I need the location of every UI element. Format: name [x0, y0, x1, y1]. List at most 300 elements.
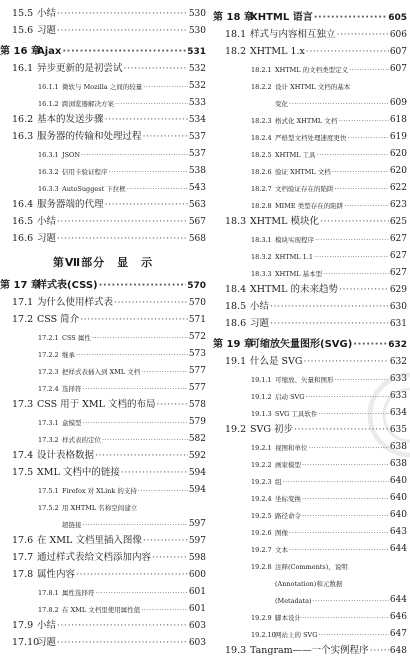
- entry-page-number: 579: [188, 417, 206, 427]
- entry-title: CSS 属性: [62, 334, 91, 342]
- subsection-entry: [0, 597, 206, 614]
- entry-page-number: 537: [188, 149, 206, 159]
- subsection-entry: [0, 427, 206, 444]
- entry-title: SVG 初步: [250, 424, 293, 435]
- entry-page-number: 638: [389, 459, 407, 469]
- part-heading-text: 第Ⅶ部分: [52, 256, 106, 269]
- entry-number: 18.2.8: [251, 202, 272, 210]
- entry-title: 属性内容: [37, 569, 76, 580]
- dot-leader: [339, 284, 389, 295]
- entry-number: 19.1.2: [251, 393, 272, 401]
- section-entry: [0, 614, 206, 631]
- entry-page-number: 607: [389, 64, 407, 74]
- dot-leader: [57, 8, 188, 19]
- entry-title: 习题: [37, 233, 57, 244]
- chapter-entry: [0, 36, 206, 57]
- entry-title: 小结: [37, 620, 57, 631]
- dot-leader: [121, 467, 188, 478]
- entry-title: CSS 简介: [37, 314, 80, 325]
- entry-title: 模块实现程序: [275, 236, 314, 244]
- entry-title: 小结: [37, 8, 57, 19]
- entry-page-number: 635: [389, 425, 407, 435]
- dot-leader: [289, 546, 389, 554]
- dot-leader: [143, 131, 188, 142]
- entry-number: 16.3.2: [38, 168, 59, 176]
- dot-leader: [80, 314, 188, 325]
- subsection-entry: [0, 580, 206, 597]
- entry-number: 17.10: [12, 637, 40, 648]
- entry-page-number: 592: [188, 451, 206, 461]
- section-entry: [0, 631, 206, 648]
- entry-title: 样式表的定位: [62, 436, 101, 444]
- dot-leader: [141, 368, 188, 376]
- subsection-entry: [0, 176, 206, 193]
- entry-title: Tangram——一个实例程序: [250, 645, 369, 656]
- section-entry: [0, 57, 206, 74]
- subsection-entry: [213, 176, 407, 193]
- entry-page-number: 532: [188, 81, 206, 91]
- subsection-entry: [213, 605, 407, 622]
- entry-title: 微软与 Mozilla 之间的较量: [62, 83, 143, 91]
- dot-leader: [318, 631, 388, 639]
- entry-page-number: 640: [389, 493, 407, 503]
- subsection-entry: [213, 469, 407, 486]
- entry-title: 网站上的 SVG: [275, 631, 318, 639]
- dot-leader: [315, 236, 389, 244]
- dot-leader: [143, 535, 188, 546]
- entry-page-number: 531: [187, 47, 206, 57]
- chapter-entry: [213, 2, 407, 23]
- entry-title: XHTML 1.1: [275, 253, 314, 261]
- section-entry: [0, 193, 206, 210]
- entry-page-number: 572: [188, 332, 206, 342]
- entry-page-number: 578: [188, 400, 206, 410]
- chapter-entry: [0, 270, 206, 291]
- subsection-entry: [0, 495, 206, 512]
- entry-continuation: [213, 571, 407, 588]
- entry-number: 17.3.2: [38, 436, 59, 444]
- subsection-entry: [213, 622, 407, 639]
- entry-number: 17.3.1: [38, 419, 59, 427]
- entry-title: 在 XML 文档里使用属性值: [62, 606, 141, 614]
- entry-title: 小结: [37, 216, 57, 227]
- entry-number: 19.3: [225, 645, 247, 656]
- entry-page-number: 634: [389, 408, 407, 418]
- entry-page-number: 603: [188, 621, 206, 631]
- entry-number: 19.2.4: [251, 495, 272, 503]
- dot-leader: [127, 185, 188, 193]
- dot-leader: [81, 151, 188, 159]
- dot-leader: [115, 100, 188, 108]
- entry-number: 19.1.1: [251, 376, 272, 384]
- entry-title: 选择符: [62, 385, 82, 393]
- entry-number: 16.4: [12, 199, 34, 210]
- section-entry: [0, 19, 206, 36]
- entry-page-number: 530: [188, 26, 206, 36]
- toc-right-column: [213, 2, 407, 656]
- entry-page-number: 640: [389, 476, 407, 486]
- entry-page-number: 600: [188, 570, 206, 580]
- entry-number: 16.1.2: [38, 100, 59, 108]
- entry-title: 脚本设计: [275, 614, 301, 622]
- entry-number: 19.2.6: [251, 529, 272, 537]
- entry-number: 第 17 章: [0, 280, 41, 291]
- subsection-entry: [0, 142, 206, 159]
- dot-leader: [302, 614, 389, 622]
- entry-page-number: 619: [389, 132, 407, 142]
- subsection-entry: [213, 520, 407, 537]
- entry-number: 17.7: [12, 552, 34, 563]
- entry-title: 验证 XHTML 文档: [275, 168, 331, 176]
- entry-number: 19.2.2: [251, 461, 272, 469]
- dot-leader: [302, 512, 389, 520]
- entry-page-number: 644: [389, 595, 407, 605]
- entry-number: 18.6: [225, 318, 247, 329]
- dot-leader: [102, 436, 188, 444]
- entry-page-number: 638: [389, 442, 407, 452]
- entry-page-number: 633: [389, 391, 407, 401]
- section-entry: [0, 308, 206, 325]
- entry-title: 小结: [250, 301, 270, 312]
- dot-leader: [320, 216, 389, 227]
- entry-title: 文本: [275, 546, 288, 554]
- subsection-entry: [213, 244, 407, 261]
- entry-title: JSON: [62, 151, 81, 159]
- entry-page-number: 644: [389, 544, 407, 554]
- entry-page-number: 605: [388, 13, 407, 23]
- entry-number: 16.1.1: [38, 83, 59, 91]
- entry-page-number: 648: [389, 646, 407, 656]
- entry-title: XHTML 1.x: [250, 46, 305, 57]
- entry-number: 18.5: [225, 301, 247, 312]
- entry-title: XHTML 的未来趋势: [250, 284, 338, 295]
- dot-leader: [83, 521, 188, 529]
- entry-number: 18.3.3: [251, 270, 272, 278]
- section-entry: [0, 210, 206, 227]
- entry-title: 画家模型: [275, 461, 301, 469]
- entry-page-number: 532: [188, 64, 206, 74]
- entry-title: 变化: [275, 100, 288, 108]
- entry-page-number: 643: [389, 527, 407, 537]
- entry-title: 用 XHTML 名称空间建立: [62, 504, 138, 512]
- entry-title: 在 XML 文档里插入图像: [37, 535, 142, 546]
- entry-number: 17.3: [12, 399, 34, 410]
- entry-title: 路径命令: [275, 512, 301, 520]
- entry-title: MIME 类型存在的陷阱: [275, 202, 344, 210]
- entry-number: 17.2.2: [38, 351, 59, 359]
- entry-number: 17.2: [12, 314, 34, 325]
- part-heading-text: 显: [117, 256, 130, 269]
- part-heading: [0, 244, 206, 270]
- dot-leader: [353, 339, 387, 350]
- chapter-entry: [213, 329, 407, 350]
- entry-page-number: 570: [187, 281, 206, 291]
- entry-page-number: 627: [389, 268, 407, 278]
- entry-page-number: 632: [389, 357, 407, 367]
- entry-page-number: 627: [389, 234, 407, 244]
- entry-number: 16.3.1: [38, 151, 59, 159]
- dot-leader: [76, 569, 188, 580]
- entry-number: 16.3: [12, 131, 34, 142]
- entry-page-number: 633: [389, 374, 407, 384]
- entry-number: 16.5: [12, 216, 34, 227]
- entry-page-number: 577: [188, 383, 206, 393]
- entry-number: 17.4: [12, 450, 34, 461]
- entry-number: 18.2.3: [251, 117, 272, 125]
- subsection-entry: [213, 142, 407, 159]
- entry-title: 属性选择符: [62, 589, 95, 597]
- entry-page-number: 620: [389, 149, 407, 159]
- entry-page-number: 607: [389, 47, 407, 57]
- entry-number: 19.2.7: [251, 546, 272, 554]
- dot-leader: [283, 478, 389, 486]
- dot-leader: [314, 12, 387, 23]
- entry-page-number: 573: [188, 349, 206, 359]
- dot-leader: [270, 301, 389, 312]
- entry-title: 信用卡验证程序: [62, 168, 108, 176]
- entry-page-number: 606: [389, 30, 407, 40]
- entry-title: XHTML 基本型: [275, 270, 323, 278]
- dot-leader: [57, 620, 188, 631]
- entry-title: 通过样式表给文档添加内容: [37, 552, 152, 563]
- subsection-entry: [213, 74, 407, 91]
- subsection-entry: [213, 57, 407, 74]
- entry-title: 严格型文档处理速度更快: [275, 134, 347, 142]
- dot-leader: [141, 606, 188, 614]
- subsection-entry: [213, 537, 407, 554]
- entry-title: 图像: [275, 529, 288, 537]
- entry-number: 19.2.5: [251, 512, 272, 520]
- entry-title: (Metadata): [275, 597, 312, 605]
- entry-number: 第 18 章: [213, 12, 254, 23]
- dot-leader: [114, 297, 188, 308]
- entry-title: XHTML 的文档类型定义: [275, 66, 349, 74]
- dot-leader: [57, 216, 188, 227]
- entry-number: 15.6: [12, 25, 34, 36]
- entry-number: 17.5.2: [38, 504, 59, 512]
- entry-title: 设计表格数据: [37, 450, 95, 461]
- entry-title: 什么是 SVG: [250, 356, 303, 367]
- entry-number: 19.2.1: [251, 444, 272, 452]
- entry-page-number: 625: [389, 217, 407, 227]
- entry-number: 18.4: [225, 284, 247, 295]
- entry-number: 19.2.10: [251, 631, 276, 639]
- entry-page-number: 629: [389, 285, 407, 295]
- entry-page-number: 618: [389, 115, 407, 125]
- entry-title: 基本的发送步骤: [37, 114, 104, 125]
- entry-number: 16.1: [12, 63, 34, 74]
- subsection-entry: [0, 376, 206, 393]
- entry-page-number: 594: [188, 468, 206, 478]
- entry-title: 注释(Comments)、说明: [275, 563, 348, 571]
- subsection-entry: [213, 503, 407, 520]
- entry-number: 17.5.1: [38, 487, 59, 495]
- entry-continuation: [213, 91, 407, 108]
- dot-leader: [306, 46, 389, 57]
- entry-title: 服务器的传输和处理过程: [37, 131, 142, 142]
- dot-leader: [152, 552, 188, 563]
- entry-title: 习题: [37, 25, 57, 36]
- subsection-entry: [213, 193, 407, 210]
- section-entry: [0, 2, 206, 19]
- entry-page-number: 601: [188, 587, 206, 597]
- subsection-entry: [0, 478, 206, 495]
- entry-number: 18.2.1: [251, 66, 272, 74]
- entry-number: 19.2: [225, 424, 247, 435]
- entry-number: 第 16 章: [0, 46, 41, 57]
- entry-title: Firefox 对 XLink 的支持: [62, 487, 137, 495]
- entry-number: 17.2.4: [38, 385, 59, 393]
- entry-title: 坐标变换: [275, 495, 301, 503]
- section-entry: [0, 461, 206, 478]
- entry-page-number: 530: [188, 9, 206, 19]
- entry-title: AutoSuggest 下拉框: [62, 185, 126, 193]
- dot-leader: [344, 202, 389, 210]
- entry-number: 17.8.2: [38, 606, 59, 614]
- entry-number: 15.5: [12, 8, 34, 19]
- entry-page-number: 537: [188, 132, 206, 142]
- entry-page-number: 582: [188, 434, 206, 444]
- entry-title: SVG 工具软件: [275, 410, 318, 418]
- entry-title: XHTML 语言: [250, 12, 313, 23]
- dot-leader: [337, 29, 389, 40]
- section-entry: [0, 108, 206, 125]
- entry-title: 习题: [250, 318, 270, 329]
- dot-leader: [83, 419, 188, 427]
- entry-title: 把样式表插入到 XML 文档: [62, 368, 141, 376]
- entry-page-number: 631: [389, 319, 407, 329]
- entry-number: 18.2.7: [251, 185, 272, 193]
- dot-leader: [270, 318, 389, 329]
- entry-page-number: 620: [389, 166, 407, 176]
- dot-leader: [109, 168, 188, 176]
- section-entry: [0, 125, 206, 142]
- watermark-seal: [366, 360, 410, 470]
- entry-number: 17.1: [12, 297, 34, 308]
- entry-title: 为什么使用样式表: [37, 297, 114, 308]
- entry-title: (Annotation)和元数据: [275, 580, 343, 588]
- entry-number: 19.2.8: [251, 563, 272, 571]
- entry-number: 17.6: [12, 535, 34, 546]
- dot-leader: [314, 253, 389, 261]
- entry-title: 设计 XHTML 文档的基本: [275, 83, 351, 91]
- subsection-entry: [0, 359, 206, 376]
- entry-title: 可缩放、矢量和图形: [275, 376, 334, 384]
- entry-title: XHTML 模块化: [250, 216, 319, 227]
- dot-leader: [124, 63, 188, 74]
- entry-page-number: 632: [388, 340, 407, 350]
- entry-number: 17.8: [12, 569, 34, 580]
- entry-page-number: 622: [389, 183, 407, 193]
- entry-page-number: 538: [188, 166, 206, 176]
- entry-page-number: 609: [389, 98, 407, 108]
- entry-page-number: 647: [389, 629, 407, 639]
- entry-title: 异步更新的是初尝试: [37, 63, 123, 74]
- entry-page-number: 601: [188, 604, 206, 614]
- section-entry: [0, 546, 206, 563]
- dot-leader: [289, 100, 389, 108]
- subsection-entry: [213, 261, 407, 278]
- entry-number: 17.9: [12, 620, 34, 631]
- entry-title: CSS 用于 XML 文档的布局: [37, 399, 156, 410]
- dot-leader: [349, 66, 389, 74]
- entry-page-number: 627: [389, 251, 407, 261]
- entry-number: 16.2: [12, 114, 34, 125]
- dot-leader: [95, 450, 188, 461]
- dot-leader: [317, 151, 389, 159]
- entry-page-number: 577: [188, 366, 206, 376]
- dot-leader: [156, 399, 187, 410]
- entry-number: 18.3.1: [251, 236, 272, 244]
- entry-title: 文档验证存在的陷阱: [275, 185, 334, 193]
- entry-number: 19.1.3: [251, 410, 272, 418]
- entry-page-number: 640: [389, 510, 407, 520]
- section-entry: [213, 278, 407, 295]
- section-entry: [0, 227, 206, 244]
- dot-leader: [338, 117, 389, 125]
- dot-leader: [289, 529, 389, 537]
- dot-leader: [105, 199, 188, 210]
- dot-leader: [105, 114, 188, 125]
- entry-continuation: [0, 512, 206, 529]
- entry-number: 18.2.5: [251, 151, 272, 159]
- entry-number: 19.2.3: [251, 478, 272, 486]
- entry-number: 18.2.6: [251, 168, 272, 176]
- subsection-entry: [0, 410, 206, 427]
- entry-page-number: 563: [188, 200, 206, 210]
- dot-leader: [335, 185, 389, 193]
- section-entry: [0, 563, 206, 580]
- section-entry: [213, 23, 407, 40]
- dot-leader: [57, 233, 188, 244]
- entry-title: 样式表(CSS): [37, 280, 98, 291]
- entry-number: 18.2.2: [251, 83, 272, 91]
- entry-page-number: 623: [389, 200, 407, 210]
- section-entry: [213, 639, 407, 656]
- section-entry: [0, 444, 206, 461]
- section-entry: [213, 295, 407, 312]
- dot-leader: [62, 46, 186, 57]
- entry-number: 19.1: [225, 356, 247, 367]
- entry-title: XML 文档中的链接: [37, 467, 120, 478]
- subsection-entry: [0, 325, 206, 342]
- section-entry: [0, 393, 206, 410]
- entry-title: 组: [275, 478, 282, 486]
- entry-title: Ajax: [37, 46, 62, 57]
- entry-title: 继承: [62, 351, 75, 359]
- entry-number: 第 19 章: [213, 339, 254, 350]
- entry-page-number: 543: [188, 183, 206, 193]
- dot-leader: [332, 168, 389, 176]
- entry-number: 17.2.3: [38, 368, 59, 376]
- subsection-entry: [0, 91, 206, 108]
- section-entry: [0, 291, 206, 308]
- entry-page-number: 594: [188, 485, 206, 495]
- entry-number: 18.1: [225, 29, 247, 40]
- dot-leader: [57, 25, 188, 36]
- entry-number: 17.8.1: [38, 589, 59, 597]
- entry-page-number: 597: [188, 536, 206, 546]
- entry-title: 习题: [37, 637, 57, 648]
- subsection-entry: [213, 108, 407, 125]
- entry-title: 跨浏览器解决方案: [62, 100, 114, 108]
- entry-title: 样式与内容相互独立: [250, 29, 336, 40]
- entry-number: 17.2.1: [38, 334, 59, 342]
- entry-page-number: 533: [188, 98, 206, 108]
- entry-title: 超链接: [62, 521, 82, 529]
- dot-leader: [92, 334, 188, 342]
- entry-number: 18.3: [225, 216, 247, 227]
